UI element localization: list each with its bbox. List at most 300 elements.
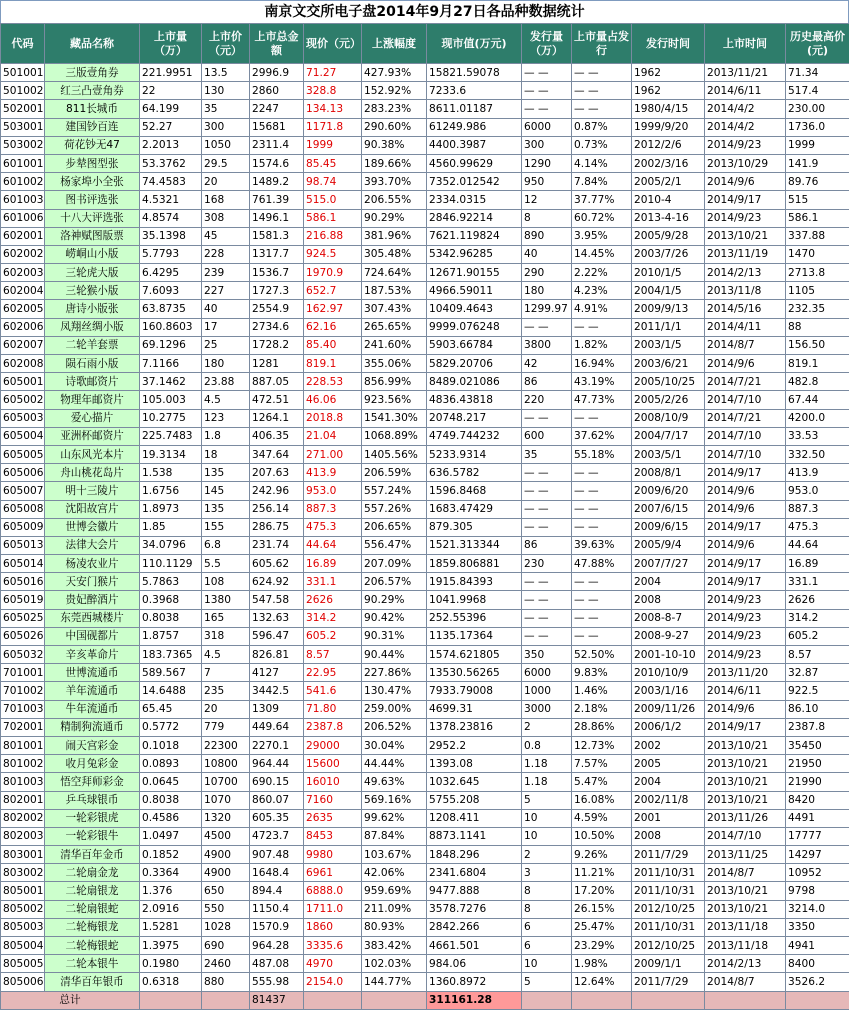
table-cell[interactable]: 2014/9/23: [705, 627, 786, 645]
table-cell[interactable]: 1.3975: [140, 937, 202, 955]
table-cell[interactable]: 605001: [1, 373, 45, 391]
table-cell[interactable]: 216.88: [304, 227, 362, 245]
table-cell[interactable]: 90.29%: [362, 591, 427, 609]
table-cell[interactable]: 20: [202, 173, 250, 191]
table-cell[interactable]: 180: [202, 355, 250, 373]
table-cell[interactable]: 6000: [522, 118, 572, 136]
table-cell[interactable]: 3442.5: [250, 682, 304, 700]
table-cell[interactable]: 90.44%: [362, 646, 427, 664]
table-cell[interactable]: 4.14%: [572, 154, 632, 172]
table-cell[interactable]: 803001: [1, 846, 45, 864]
table-cell[interactable]: 383.42%: [362, 937, 427, 955]
table-cell[interactable]: 2154.0: [304, 973, 362, 991]
table-cell[interactable]: 4836.43818: [427, 391, 522, 409]
table-cell[interactable]: 2004/1/5: [632, 282, 705, 300]
table-cell[interactable]: 228: [202, 245, 250, 263]
table-cell[interactable]: — —: [572, 500, 632, 518]
table-cell[interactable]: 9477.888: [427, 882, 522, 900]
table-cell[interactable]: 唐诗小版张: [45, 300, 140, 318]
table-cell[interactable]: 286.75: [250, 518, 304, 536]
table-cell[interactable]: 2011/7/29: [632, 973, 705, 991]
table-cell[interactable]: 206.57%: [362, 573, 427, 591]
table-cell[interactable]: 2014/7/21: [705, 373, 786, 391]
table-cell[interactable]: 2014/9/23: [705, 646, 786, 664]
table-cell[interactable]: 8873.1141: [427, 827, 522, 845]
table-cell[interactable]: 诗歌邮资片: [45, 373, 140, 391]
table-cell[interactable]: 2626: [786, 591, 849, 609]
table-cell[interactable]: 二轮羊套票: [45, 336, 140, 354]
table-cell[interactable]: 160.8603: [140, 318, 202, 336]
table-cell[interactable]: 0.8038: [140, 609, 202, 627]
table-cell[interactable]: 206.52%: [362, 718, 427, 736]
table-cell[interactable]: 红三凸壹角券: [45, 82, 140, 100]
table-cell[interactable]: 图书评选张: [45, 191, 140, 209]
table-cell[interactable]: 17777: [786, 827, 849, 845]
table-cell[interactable]: 86: [522, 373, 572, 391]
table-cell[interactable]: 2014/9/6: [705, 500, 786, 518]
table-cell[interactable]: 99.62%: [362, 809, 427, 827]
column-header[interactable]: 上市时间: [705, 24, 786, 64]
table-cell[interactable]: 605009: [1, 518, 45, 536]
table-cell[interactable]: 347.64: [250, 445, 304, 463]
table-cell[interactable]: 331.1: [786, 573, 849, 591]
table-cell[interactable]: 1.0497: [140, 827, 202, 845]
table-cell[interactable]: 206.65%: [362, 518, 427, 536]
table-cell[interactable]: 0.5772: [140, 718, 202, 736]
table-cell[interactable]: 2311.4: [250, 136, 304, 154]
table-cell[interactable]: 502001: [1, 100, 45, 118]
table-cell[interactable]: 2013/11/8: [705, 282, 786, 300]
column-header[interactable]: 现市值(万元): [427, 24, 522, 64]
table-cell[interactable]: 1648.4: [250, 864, 304, 882]
table-cell[interactable]: 1541.30%: [362, 409, 427, 427]
table-cell[interactable]: 精制狗流通币: [45, 718, 140, 736]
table-cell[interactable]: 61249.986: [427, 118, 522, 136]
table-cell[interactable]: 30.04%: [362, 736, 427, 754]
table-cell[interactable]: — —: [522, 64, 572, 82]
table-cell[interactable]: 1405.56%: [362, 445, 427, 463]
table-cell[interactable]: 887.05: [250, 373, 304, 391]
table-cell[interactable]: 132.63: [250, 609, 304, 627]
table-cell[interactable]: 0.4586: [140, 809, 202, 827]
table-cell[interactable]: 亚洲杯邮资片: [45, 427, 140, 445]
table-cell[interactable]: 0.0893: [140, 755, 202, 773]
table-cell[interactable]: 1915.84393: [427, 573, 522, 591]
table-cell[interactable]: 2014/9/6: [705, 700, 786, 718]
table-cell[interactable]: 52.27: [140, 118, 202, 136]
table-cell[interactable]: 16.89: [786, 555, 849, 573]
table-cell[interactable]: — —: [572, 609, 632, 627]
table-cell[interactable]: 乒乓球银币: [45, 791, 140, 809]
table-cell[interactable]: 168: [202, 191, 250, 209]
table-cell[interactable]: 803002: [1, 864, 45, 882]
table-cell[interactable]: 1.18: [522, 755, 572, 773]
table-cell[interactable]: 4970: [304, 955, 362, 973]
table-cell[interactable]: 5: [522, 791, 572, 809]
table-cell[interactable]: 183.7365: [140, 646, 202, 664]
table-cell[interactable]: 杨凌农业片: [45, 555, 140, 573]
table-cell[interactable]: 17.20%: [572, 882, 632, 900]
table-cell[interactable]: 4500: [202, 827, 250, 845]
table-cell[interactable]: 12: [522, 191, 572, 209]
table-cell[interactable]: 2007/6/15: [632, 500, 705, 518]
table-cell[interactable]: 300: [522, 136, 572, 154]
table-cell[interactable]: 2013/11/18: [705, 937, 786, 955]
table-cell[interactable]: 1050: [202, 136, 250, 154]
table-cell[interactable]: 2: [522, 718, 572, 736]
table-cell[interactable]: 4.8574: [140, 209, 202, 227]
table-cell[interactable]: 144.77%: [362, 973, 427, 991]
table-cell[interactable]: 2014/7/10: [705, 827, 786, 845]
table-cell[interactable]: 7621.119824: [427, 227, 522, 245]
table-cell[interactable]: 80.93%: [362, 918, 427, 936]
table-cell[interactable]: 2014/9/23: [705, 609, 786, 627]
total-empty-cell[interactable]: [786, 991, 849, 1009]
table-cell[interactable]: 凤翔丝绸小版: [45, 318, 140, 336]
table-cell[interactable]: 4.59%: [572, 809, 632, 827]
table-cell[interactable]: 0.0645: [140, 773, 202, 791]
total-market-value-cell[interactable]: 311161.28: [427, 991, 522, 1009]
table-cell[interactable]: 605003: [1, 409, 45, 427]
table-cell[interactable]: 2334.0315: [427, 191, 522, 209]
table-cell[interactable]: 515: [786, 191, 849, 209]
table-cell[interactable]: 503001: [1, 118, 45, 136]
table-cell[interactable]: — —: [522, 591, 572, 609]
table-cell[interactable]: 605.35: [250, 809, 304, 827]
table-cell[interactable]: 12671.90155: [427, 264, 522, 282]
table-cell[interactable]: 1208.411: [427, 809, 522, 827]
table-cell[interactable]: 1.376: [140, 882, 202, 900]
table-cell[interactable]: 802002: [1, 809, 45, 827]
table-cell[interactable]: 0.8038: [140, 791, 202, 809]
table-cell[interactable]: 5829.20706: [427, 355, 522, 373]
table-cell[interactable]: 602005: [1, 300, 45, 318]
table-cell[interactable]: — —: [572, 82, 632, 100]
table-cell[interactable]: 17: [202, 318, 250, 336]
table-cell[interactable]: 十八大评选张: [45, 209, 140, 227]
table-cell[interactable]: 2014/2/13: [705, 955, 786, 973]
table-cell[interactable]: 2011/10/31: [632, 882, 705, 900]
table-cell[interactable]: 7933.79008: [427, 682, 522, 700]
table-cell[interactable]: 605025: [1, 609, 45, 627]
table-cell[interactable]: 1393.08: [427, 755, 522, 773]
table-cell[interactable]: 49.63%: [362, 773, 427, 791]
table-cell[interactable]: 123: [202, 409, 250, 427]
table-cell[interactable]: 2003/1/16: [632, 682, 705, 700]
column-header[interactable]: 代码: [1, 24, 45, 64]
table-cell[interactable]: 242.96: [250, 482, 304, 500]
table-cell[interactable]: 20: [202, 700, 250, 718]
table-cell[interactable]: 1264.1: [250, 409, 304, 427]
table-cell[interactable]: 闹天宫彩金: [45, 736, 140, 754]
table-cell[interactable]: 4127: [250, 664, 304, 682]
table-cell[interactable]: 4200.0: [786, 409, 849, 427]
table-cell[interactable]: 85.45: [304, 154, 362, 172]
table-cell[interactable]: 300: [202, 118, 250, 136]
table-cell[interactable]: 三轮虎大版: [45, 264, 140, 282]
table-cell[interactable]: 52.50%: [572, 646, 632, 664]
table-cell[interactable]: 22300: [202, 736, 250, 754]
table-cell[interactable]: 11.21%: [572, 864, 632, 882]
table-cell[interactable]: 232.35: [786, 300, 849, 318]
table-cell[interactable]: 荷花钞无47: [45, 136, 140, 154]
table-cell[interactable]: 6: [522, 918, 572, 936]
table-cell[interactable]: 悟空拜师彩金: [45, 773, 140, 791]
table-cell[interactable]: 7.1166: [140, 355, 202, 373]
table-cell[interactable]: 0.73%: [572, 136, 632, 154]
table-cell[interactable]: 605004: [1, 427, 45, 445]
table-cell[interactable]: 40: [202, 300, 250, 318]
table-cell[interactable]: 602001: [1, 227, 45, 245]
table-cell[interactable]: 16010: [304, 773, 362, 791]
table-cell[interactable]: 805004: [1, 937, 45, 955]
table-cell[interactable]: 90.29%: [362, 209, 427, 227]
table-cell[interactable]: 2005/10/25: [632, 373, 705, 391]
table-cell[interactable]: 2.22%: [572, 264, 632, 282]
table-cell[interactable]: 9.26%: [572, 846, 632, 864]
table-cell[interactable]: 37.62%: [572, 427, 632, 445]
table-cell[interactable]: 605013: [1, 536, 45, 554]
table-cell[interactable]: 2013/10/29: [705, 154, 786, 172]
total-empty-cell[interactable]: [202, 991, 250, 1009]
table-cell[interactable]: 2013/10/21: [705, 882, 786, 900]
table-cell[interactable]: 1032.645: [427, 773, 522, 791]
table-cell[interactable]: 1970.9: [304, 264, 362, 282]
table-cell[interactable]: 805006: [1, 973, 45, 991]
table-cell[interactable]: 2860: [250, 82, 304, 100]
table-cell[interactable]: 547.58: [250, 591, 304, 609]
table-cell[interactable]: 1736.0: [786, 118, 849, 136]
table-cell[interactable]: 290: [522, 264, 572, 282]
table-cell[interactable]: 180: [522, 282, 572, 300]
table-cell[interactable]: 2014/9/6: [705, 536, 786, 554]
table-cell[interactable]: 1521.313344: [427, 536, 522, 554]
table-cell[interactable]: 2247: [250, 100, 304, 118]
table-cell[interactable]: 9999.076248: [427, 318, 522, 336]
column-header[interactable]: 上市总金额: [250, 24, 304, 64]
table-cell[interactable]: 1000: [522, 682, 572, 700]
table-cell[interactable]: — —: [522, 627, 572, 645]
table-cell[interactable]: 331.1: [304, 573, 362, 591]
table-cell[interactable]: 724.64%: [362, 264, 427, 282]
table-cell[interactable]: 2008-9-27: [632, 627, 705, 645]
table-cell[interactable]: 605008: [1, 500, 45, 518]
table-cell[interactable]: 二轮扇银龙: [45, 882, 140, 900]
table-cell[interactable]: 2009/11/26: [632, 700, 705, 718]
table-cell[interactable]: 55.18%: [572, 445, 632, 463]
table-cell[interactable]: 569.16%: [362, 791, 427, 809]
table-cell[interactable]: 2011/7/29: [632, 846, 705, 864]
table-cell[interactable]: 2005/9/4: [632, 536, 705, 554]
table-cell[interactable]: 241.60%: [362, 336, 427, 354]
table-cell[interactable]: 三版壹角券: [45, 64, 140, 82]
table-cell[interactable]: 物理年邮资片: [45, 391, 140, 409]
table-cell[interactable]: 5: [522, 973, 572, 991]
table-cell[interactable]: 487.08: [250, 955, 304, 973]
table-cell[interactable]: 21990: [786, 773, 849, 791]
table-cell[interactable]: 1581.3: [250, 227, 304, 245]
table-cell[interactable]: 220: [522, 391, 572, 409]
table-cell[interactable]: 801003: [1, 773, 45, 791]
table-cell[interactable]: 230.00: [786, 100, 849, 118]
column-header[interactable]: 藏品名称: [45, 24, 140, 64]
table-cell[interactable]: 1281: [250, 355, 304, 373]
table-cell[interactable]: 二轮本银牛: [45, 955, 140, 973]
table-cell[interactable]: 605014: [1, 555, 45, 573]
table-cell[interactable]: 二轮梅银蛇: [45, 937, 140, 955]
table-cell[interactable]: — —: [572, 627, 632, 645]
table-cell[interactable]: 152.92%: [362, 82, 427, 100]
table-cell[interactable]: 43.19%: [572, 373, 632, 391]
table-cell[interactable]: 21.04: [304, 427, 362, 445]
table-cell[interactable]: 207.63: [250, 464, 304, 482]
table-cell[interactable]: 0.87%: [572, 118, 632, 136]
total-empty-cell[interactable]: [632, 991, 705, 1009]
table-cell[interactable]: 4491: [786, 809, 849, 827]
table-cell[interactable]: 35: [202, 100, 250, 118]
table-cell[interactable]: 6.8: [202, 536, 250, 554]
table-cell[interactable]: 15821.59078: [427, 64, 522, 82]
table-cell[interactable]: 28.86%: [572, 718, 632, 736]
table-cell[interactable]: 2008: [632, 591, 705, 609]
table-cell[interactable]: 555.98: [250, 973, 304, 991]
table-cell[interactable]: 87.84%: [362, 827, 427, 845]
table-cell[interactable]: 4966.59011: [427, 282, 522, 300]
table-cell[interactable]: 69.1296: [140, 336, 202, 354]
table-cell[interactable]: 596.47: [250, 627, 304, 645]
table-cell[interactable]: 1317.7: [250, 245, 304, 263]
table-cell[interactable]: 211.09%: [362, 900, 427, 918]
table-cell[interactable]: 2013-4-16: [632, 209, 705, 227]
table-cell[interactable]: 2387.8: [304, 718, 362, 736]
table-cell[interactable]: 1135.17364: [427, 627, 522, 645]
table-cell[interactable]: 7: [202, 664, 250, 682]
table-cell[interactable]: 1.98%: [572, 955, 632, 973]
table-cell[interactable]: 二轮梅银龙: [45, 918, 140, 936]
table-cell[interactable]: 29000: [304, 736, 362, 754]
table-cell[interactable]: 1683.47429: [427, 500, 522, 518]
table-cell[interactable]: 二轮扇银蛇: [45, 900, 140, 918]
table-cell[interactable]: — —: [522, 318, 572, 336]
table-cell[interactable]: 2734.6: [250, 318, 304, 336]
table-cell[interactable]: 2005: [632, 755, 705, 773]
total-empty-cell[interactable]: [140, 991, 202, 1009]
table-cell[interactable]: 2014/7/21: [705, 409, 786, 427]
table-cell[interactable]: 702001: [1, 718, 45, 736]
table-cell[interactable]: 一轮彩银虎: [45, 809, 140, 827]
table-cell[interactable]: 501001: [1, 64, 45, 82]
table-cell[interactable]: 225.7483: [140, 427, 202, 445]
table-cell[interactable]: 16.89: [304, 555, 362, 573]
table-cell[interactable]: 世博会徽片: [45, 518, 140, 536]
table-cell[interactable]: 2008-8-7: [632, 609, 705, 627]
table-cell[interactable]: 907.48: [250, 846, 304, 864]
table-cell[interactable]: 1711.0: [304, 900, 362, 918]
table-cell[interactable]: 7.57%: [572, 755, 632, 773]
table-cell[interactable]: 2014/9/17: [705, 191, 786, 209]
table-cell[interactable]: 141.9: [786, 154, 849, 172]
table-cell[interactable]: 1536.7: [250, 264, 304, 282]
column-header[interactable]: 上市量（万）: [140, 24, 202, 64]
table-cell[interactable]: 1728.2: [250, 336, 304, 354]
table-cell[interactable]: 3335.6: [304, 937, 362, 955]
table-cell[interactable]: 33.53: [786, 427, 849, 445]
table-cell[interactable]: 1041.9968: [427, 591, 522, 609]
table-cell[interactable]: 建国钞百连: [45, 118, 140, 136]
table-cell[interactable]: 2013/10/21: [705, 227, 786, 245]
table-cell[interactable]: 162.97: [304, 300, 362, 318]
table-cell[interactable]: 7233.6: [427, 82, 522, 100]
table-cell[interactable]: 2014/7/10: [705, 391, 786, 409]
table-cell[interactable]: 86.10: [786, 700, 849, 718]
table-cell[interactable]: 2001-10-10: [632, 646, 705, 664]
table-cell[interactable]: 2014/9/17: [705, 573, 786, 591]
table-cell[interactable]: 556.47%: [362, 536, 427, 554]
table-cell[interactable]: 2014/4/11: [705, 318, 786, 336]
table-cell[interactable]: 235: [202, 682, 250, 700]
table-cell[interactable]: 2846.92214: [427, 209, 522, 227]
table-cell[interactable]: 1596.8468: [427, 482, 522, 500]
table-cell[interactable]: 805003: [1, 918, 45, 936]
table-cell[interactable]: 89.76: [786, 173, 849, 191]
table-cell[interactable]: 法律大会片: [45, 536, 140, 554]
table-cell[interactable]: 2842.266: [427, 918, 522, 936]
table-cell[interactable]: 605006: [1, 464, 45, 482]
table-cell[interactable]: 3350: [786, 918, 849, 936]
table-cell[interactable]: 541.6: [304, 682, 362, 700]
table-cell[interactable]: 3800: [522, 336, 572, 354]
table-cell[interactable]: 12.73%: [572, 736, 632, 754]
table-cell[interactable]: 602004: [1, 282, 45, 300]
table-cell[interactable]: 2013/11/18: [705, 918, 786, 936]
table-cell[interactable]: 108: [202, 573, 250, 591]
table-cell[interactable]: 805005: [1, 955, 45, 973]
table-cell[interactable]: 652.7: [304, 282, 362, 300]
table-cell[interactable]: 350: [522, 646, 572, 664]
table-cell[interactable]: 4941: [786, 937, 849, 955]
table-cell[interactable]: 227.86%: [362, 664, 427, 682]
column-header[interactable]: 上市量占发行: [572, 24, 632, 64]
table-cell[interactable]: 2002/3/16: [632, 154, 705, 172]
table-cell[interactable]: 清华百年银币: [45, 973, 140, 991]
table-cell[interactable]: 103.67%: [362, 846, 427, 864]
table-cell[interactable]: 5903.66784: [427, 336, 522, 354]
table-cell[interactable]: 189.66%: [362, 154, 427, 172]
table-cell[interactable]: 130.47%: [362, 682, 427, 700]
table-cell[interactable]: 259.00%: [362, 700, 427, 718]
total-amount-cell[interactable]: 81437: [250, 991, 304, 1009]
table-cell[interactable]: 6: [522, 937, 572, 955]
table-cell[interactable]: 228.53: [304, 373, 362, 391]
table-cell[interactable]: 381.96%: [362, 227, 427, 245]
table-cell[interactable]: 2014/9/17: [705, 555, 786, 573]
table-cell[interactable]: 406.35: [250, 427, 304, 445]
table-cell[interactable]: 2004/7/17: [632, 427, 705, 445]
table-cell[interactable]: 35450: [786, 736, 849, 754]
table-cell[interactable]: — —: [522, 100, 572, 118]
table-cell[interactable]: 305.48%: [362, 245, 427, 263]
table-cell[interactable]: 7352.012542: [427, 173, 522, 191]
table-cell[interactable]: 600: [522, 427, 572, 445]
table-cell[interactable]: 605019: [1, 591, 45, 609]
table-cell[interactable]: 2006/1/2: [632, 718, 705, 736]
table-cell[interactable]: 2014/7/10: [705, 427, 786, 445]
table-cell[interactable]: 44.64: [786, 536, 849, 554]
table-cell[interactable]: 2014/9/17: [705, 718, 786, 736]
table-cell[interactable]: 2014/9/17: [705, 464, 786, 482]
table-cell[interactable]: 25: [202, 336, 250, 354]
table-cell[interactable]: 辛亥革命片: [45, 646, 140, 664]
